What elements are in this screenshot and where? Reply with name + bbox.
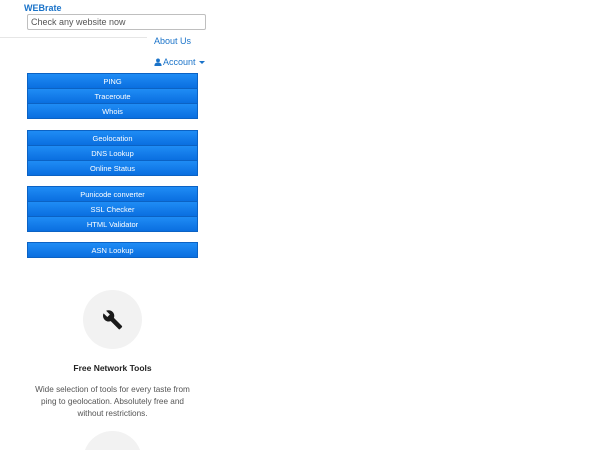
asn-lookup-button[interactable]: ASN Lookup	[27, 242, 198, 258]
user-icon	[154, 58, 162, 66]
ping-button[interactable]: PING	[27, 73, 198, 89]
nav-divider	[0, 37, 147, 38]
online-status-button[interactable]: Online Status	[27, 160, 198, 176]
feature-icon-circle	[83, 290, 142, 349]
tool-group-2	[27, 130, 198, 176]
wrench-icon	[102, 309, 123, 330]
tool-group-1	[27, 73, 198, 119]
caret-down-icon	[199, 61, 205, 64]
whois-button[interactable]: Whois	[27, 103, 198, 119]
nav-about-link[interactable]: About Us	[154, 36, 192, 46]
traceroute-button[interactable]: Traceroute	[27, 88, 198, 104]
punicode-converter-button[interactable]: Punicode converter	[27, 186, 198, 202]
search-input[interactable]	[27, 14, 206, 30]
ssl-checker-button[interactable]: SSL Checker	[27, 201, 198, 217]
tool-group-3	[27, 186, 198, 232]
tool-group-4	[27, 242, 198, 258]
html-validator-button[interactable]: HTML Validator	[27, 216, 198, 232]
account-dropdown-toggle[interactable]	[154, 57, 205, 67]
geolocation-button[interactable]: Geolocation	[27, 130, 198, 146]
brand-logo-link[interactable]: WEBrate	[24, 3, 62, 13]
feature-title: Free Network Tools	[73, 363, 152, 373]
account-label: Account	[163, 57, 196, 67]
feature-description: Wide selection of tools for every taste from ping to geolocation. Absolutely free and without restrictions.	[35, 385, 190, 418]
feature-icon-circle-2	[83, 431, 142, 450]
dns-lookup-button[interactable]: DNS Lookup	[27, 145, 198, 161]
